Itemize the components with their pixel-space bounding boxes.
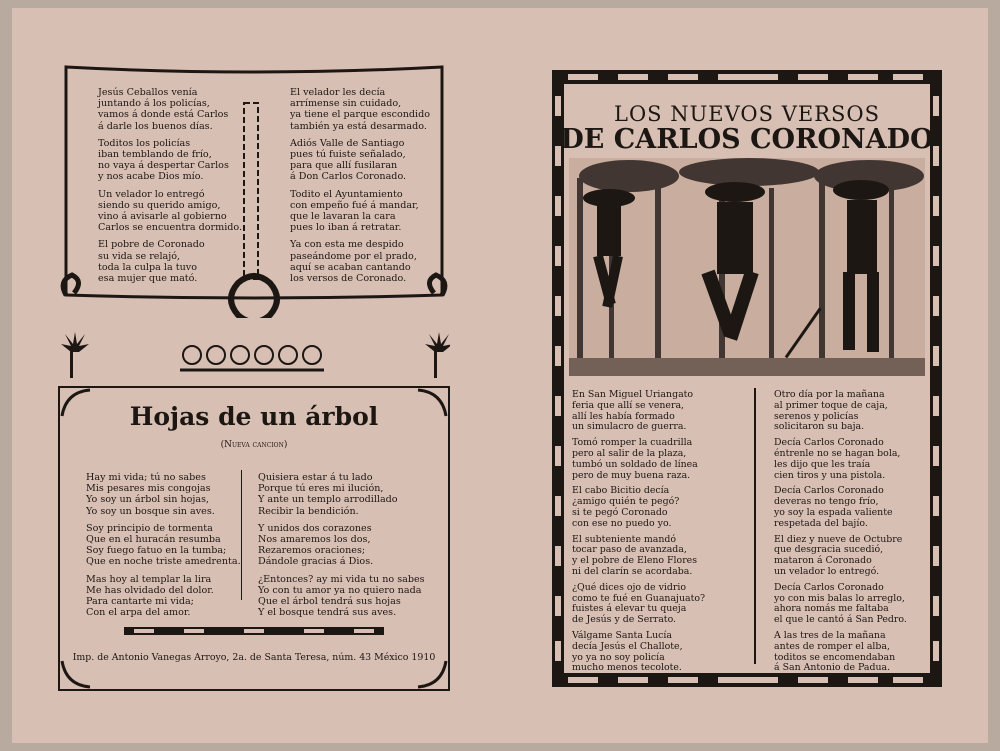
woodcut-illustration (569, 158, 925, 376)
verse: Adiós Valle de Santiago pues tú fuiste señalado, para que allí fusilaran á Don Carlos Coronado. (290, 137, 407, 183)
verse: A las tres de la mañana antes de romper el alba, toditos se encomendaban á San Antonio de Padua. (774, 629, 896, 674)
left-poem-panel (58, 63, 450, 318)
verse: Tomó romper la cuadrilla pero al salir de la plaza, tumbó un soldado de línea pero de muy buena raza. (572, 437, 698, 481)
verse: El subteniente mandó tocar paso de avanzada, y el pobre de Eleno Flores ni del clarín se acordaba. (572, 533, 698, 577)
palm-right-icon (425, 332, 450, 378)
verse: Ya con esta me despido paseándome por el prado, aquí se acaban cantando los versos de Coronado. (290, 239, 417, 285)
left-poem-col-1 (98, 87, 242, 290)
verse: Y unidos dos corazones Nos amaremos los dos, Rezaremos oraciones; Dándole gracias á Dios. (258, 522, 374, 568)
verse: El cabo Bicitio decía ¿amigo quién te pegó? si te pegó Coronado con ese no puedo yo. (572, 485, 680, 529)
sombrero-left-icon (583, 189, 635, 207)
faces-group (180, 346, 324, 370)
faces-vignette (58, 330, 450, 380)
verse: En San Miguel Uriangato feria que allí se venera, allí les había formado un simulacro de guerra. (572, 389, 694, 433)
right-col-2 (774, 390, 907, 679)
song-divider (241, 470, 242, 600)
verse: Otro día por la mañana al primer toque de caja, serenos y policías solicitaron su baja. (774, 389, 888, 433)
verse: Decía Carlos Coronado deveras no tengo frío, yo soy la espada valiente respetada del bajío. (774, 485, 893, 529)
verse: Un velador lo entregó siendo su querido amigo, vino á avisarle al gobierno Carlos se encuentra dormido. (98, 188, 243, 234)
verse: Quisiera estar á tu lado Porque tú eres mi ilución, Y ante un templo arrodillado Recibir la bendición. (258, 472, 398, 517)
verse: Mas hoy al templar la lira Me has olvidado del dolor. Para cantarte mi vida; Con el arpa del amor. (86, 573, 214, 619)
palm-left-icon (61, 332, 89, 378)
verse: Válgame Santa Lucía decía Jesús el Challote, yo ya no soy policía mucho menos tecolote. (572, 629, 683, 674)
sombrero-center-icon (705, 182, 765, 202)
broadside-sheet (12, 8, 988, 743)
song-col-1 (86, 472, 241, 624)
song-panel (58, 386, 450, 691)
verse: El pobre de Coronado su vida se relajó, toda la culpa la tuvo esa mujer que mató. (98, 239, 205, 285)
left-poem-col-2 (290, 87, 430, 290)
ornamental-rule (124, 624, 384, 638)
broadside-title-line-1: LOS NUEVOS VERSOS (614, 102, 880, 126)
broadside-title-line-2: DE CARLOS CORONADO (560, 124, 934, 155)
verse: El diez y nueve de Octubre que desgracia sucedió, mataron á Coronado un velador lo entregó. (774, 533, 903, 577)
verse: Soy principio de tormenta Que en el huracán resumba Soy fuego fatuo en la tumba; Que en noche triste amedrenta. (86, 522, 241, 568)
verse: Toditos los policías iban temblando de frío, no vaya á despertar Carlos y nos acabe Dios mío. (98, 137, 229, 183)
verse: ¿Qué dices ojo de vidrio como te fué en Guanajuato? fuistes á elevar tu queja de Jesús y de Serrato. (572, 581, 706, 626)
verse: Decía Carlos Coronado yo con mis balas lo arreglo, ahora nomás me faltaba el que le cantó á San Pedro. (774, 581, 907, 626)
verse: Jesús Ceballos venía juntando á los policías, vamos á donde está Carlos á darle los buenos días. (98, 87, 229, 132)
verse: ¿Entonces? ay mi vida tu no sabes Yo con tu amor ya no quiero nada Que el árbol tendrá sus hojas Y el bosque tendrá sus aves. (258, 573, 425, 619)
verse: Decía Carlos Coronado éntrenle no se hagan bola, les dijo que les traía cien tiros y una pistola. (774, 437, 901, 481)
imprint-line: Imp. de Antonio Vanegas Arroyo, 2a. de Santa Teresa, núm. 43 México 1910 (72, 652, 436, 663)
song-col-2 (258, 472, 425, 624)
sombrero-right-icon (833, 180, 889, 200)
right-panel (548, 66, 946, 691)
song-subtitle: (Nueva cancion) (220, 440, 288, 450)
verse: Hay mi vida; tú no sabes Mis pesares mis congojas Yo soy un árbol sin hojas, Yo soy un bosque sin aves. (86, 472, 215, 517)
song-title: Hojas de un árbol (129, 402, 379, 431)
verse: El velador les decía arrímense sin cuidado, ya tiene el parque escondido también ya está desarmado. (290, 87, 431, 132)
right-column-divider (754, 388, 756, 664)
verse: Todito el Ayuntamiento con empeño fué á mandar, que le lavaran la cara pues lo iban á retratar. (290, 188, 419, 234)
right-col-1 (572, 390, 705, 679)
